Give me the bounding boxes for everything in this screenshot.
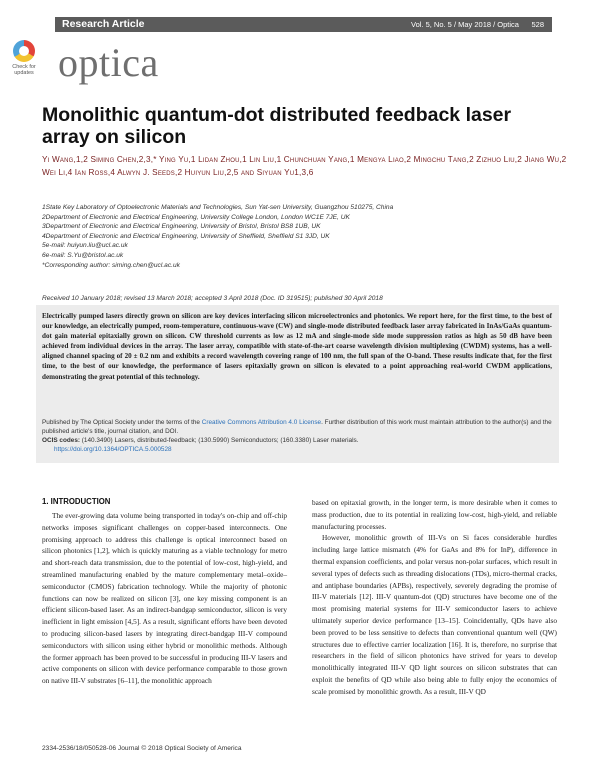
license-statement [42,418,554,436]
license-block [42,418,554,454]
crossmark-text-1: Check for [12,64,36,70]
abstract-text: Electrically pumped lasers directly grown on silicon are key devices interfacing silicon microelectronics and photonics. We report here, for the first time, to the best of our knowledge, an electrically pumped, room-temperature, continuous-wave (CW) and single-mode distributed feedback laser array fabricated in InAs/GaAs quantum-dot gain material epitaxially grown on silicon. CW threshold currents as low as 12 mA and single-mode side mode suppression ratios as high as 50 dB have been achieved from individual devices in the array. The laser array, compatible with state-of-the-art coarse wavelength division multiplexing (CWDM) systems, has a well-aligned channel spacing of 20 ± 0.2 nm and exhibits a record wavelength covering range of 100 nm, the full span of the O-band. These results indicate that, for the first time, to the best of our knowledge, the performance of lasers epitaxially grown on silicon is elevated to a point approaching real-world CWDM applications, demonstrating the great potential of this technology. [42,312,552,381]
affiliations [42,203,562,270]
intro-paragraph-1: The ever-growing data volume being transported in today's on-chip and off-chip networks imposes significant challenges on copper-based interconnects. One promising approach to address this challenge is optical interconnect based on silicon photonics [1,2], which is quickly maturing as a viable technology for metro and short-reach data transmission, due to the potential of low-cost, high-yield, and streamlined manufacturing enabled by the mature complementary metal–oxide–semiconductor (CMOS) fabrication technology. While the majority of photonic functions can now be realized on silicon [3], one key missing component is an efficient silicon-based laser. As an indirect-bandgap semiconductor, silicon is very inefficient in light emission [4,5]. As a result, significant efforts have been devoted to producing silicon-based lasers by integrating direct-bandgap III-V compound semiconductors with silicon using either hybrid or monolithic methods. Although the former approach has been proved to be successful in producing III-V lasers and active components on silicon with device performance comparable to those grown on native III-V substrates [6–11], the monolithic approach [42,511,287,686]
email-2[interactable]: 6e-mail: S.Yu@bristol.ac.uk [42,251,124,259]
journal-logo: optica [58,40,159,85]
ocis-codes [42,436,554,445]
license-post: . Further distribution of this work must maintain attribution to the author(s) and the published article's title, journal citation, and DOI. [42,419,552,436]
crossmark-text-2: updates [14,70,34,76]
ocis-list: (140.3490) Lasers, distributed-feedback; (130.5990) Semiconductors; (160.3380) Laser materials. [80,437,359,445]
affiliation-1: 1State Key Laboratory of Optoelectronic Materials and Technologies, Sun Yat-sen University, Guangzhou 510275, China [42,204,394,211]
ocis-label: OCIS codes: [42,437,80,445]
author-list: Yi Wang,1,2 Siming Chen,2,3,* Ying Yu,1 Lidan Zhou,1 Lin Liu,1 Chunchuan Yang,1 Mengya Liao,2 Mingchu Tang,2 Zizhuo Liu,2 Jiang Wu,2 Wei Li,4 Ian Ross,4 Alwyn J. Seeds,2 Huiyun Liu,2,5 and Siyuan Yu1,3,6 [42,155,567,177]
crossmark-badge[interactable] [4,40,44,76]
affiliation-4: 4Department of Electronic and Electrical Engineering, University of Sheffield, Sheffield S1 3JD, UK [42,232,330,240]
doi-link[interactable]: https://doi.org/10.1364/OPTICA.5.000528 [54,446,172,454]
right-column [312,497,557,698]
section-heading: 1. INTRODUCTION [42,497,111,506]
volume-info: Vol. 5, No. 5 / May 2018 / Optica 528 [411,20,544,29]
corresponding-author[interactable]: *Corresponding author: siming.chen@ucl.ac.uk [42,261,180,269]
received-dates: Received 10 January 2018; revised 13 March 2018; accepted 3 April 2018 (Doc. ID 319515); published 30 April 2018 [42,295,383,302]
email-1[interactable]: 5e-mail: huiyun.liu@ucl.ac.uk [42,242,128,250]
license-link[interactable]: Creative Commons Attribution 4.0 License [201,419,322,426]
affiliation-2: 2Department of Electronic and Electrical Engineering, University College London, London WC1E 7JE, UK [42,213,350,221]
intro-paragraph-2: However, monolithic growth of III-Vs on Si faces considerable hurdles including large lattice mismatch (4% for GaAs and 8% for InP), difference in thermal expansion coefficients, and polar versus non-polar surfaces, which result in several types of defects such as threading dislocations (TDs), micro-thermal cracks, and antiphase boundaries (APBs), respectively, severely degrading the promise of III-V materials [12]. III-V quantum-dot (QD) structures have become one of the most promising material systems for III-V semiconductor lasers to achieve ultimately superior device performance [13–15]. Coincidentally, QDs have also been proved to be less sensitive to defects than conventional quantum well (QW) structures due to effective carrier localization [16]. It is, therefore, no surprise that researchers in the field of silicon photonics have strived for years to develop monolithically integrated III-V QD light sources on silicon substrates that can exploit the benefits of QD while also being able to fully enjoy the economics of scale promised by monolithic growth. As a result, III-V QD [312,533,557,696]
footer-copyright: 2334-2536/18/050528-06 Journal © 2018 Optical Society of America [42,745,242,752]
article-title: Monolithic quantum-dot distributed feedback laser array on silicon [42,104,512,148]
left-column [42,510,287,687]
license-pre: Published by The Optical Society under the terms of the [42,419,202,426]
article-type-label: Research Article [62,18,145,30]
intro-paragraph-continued: based on epitaxial growth, in the longer term, is more desirable when it comes to mass production, due to its potential in realizing low-cost, high-yield, and reliable manufacturing processes. [312,498,557,531]
crossmark-icon [13,40,35,62]
affiliation-3: 3Department of Electronic and Electrical Engineering, University of Bristol, Bristol BS8 1UB, UK [42,223,321,231]
